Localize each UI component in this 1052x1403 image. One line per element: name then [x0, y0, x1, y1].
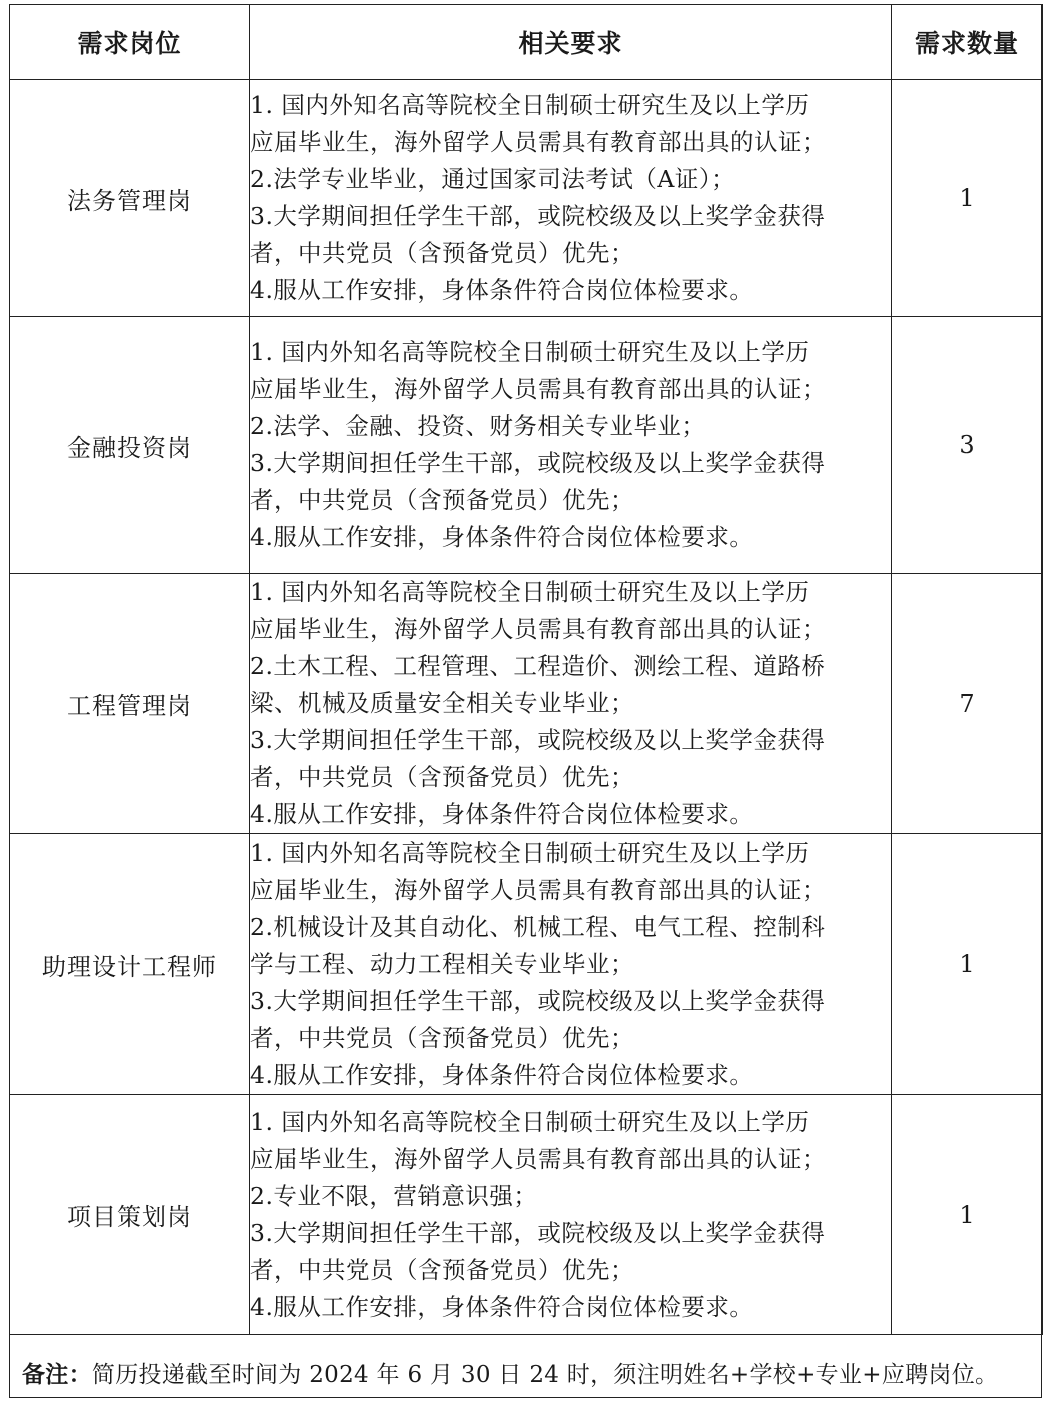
table-row — [10, 834, 1043, 1095]
requirement-line: 1. 国内外知名高等院校全日制硕士研究生及以上学历 — [250, 91, 810, 119]
requirement-line: 3.大学期间担任学生干部，或院校级及以上奖学金获得 — [250, 986, 826, 1015]
requirement-line: 学与工程、动力工程相关专业毕业； — [250, 949, 634, 978]
quantity-cell: 1 — [892, 834, 1043, 1095]
header-position: 需求岗位 — [10, 5, 250, 80]
requirement-line: 应届毕业生，海外留学人员需具有教育部出具的认证； — [250, 615, 826, 643]
requirement-line: 1. 国内外知名高等院校全日制硕士研究生及以上学历 — [250, 338, 810, 366]
footnote — [22, 1356, 998, 1389]
requirement-line: 4.服从工作安排，身体条件符合岗位体检要求。 — [250, 800, 754, 828]
requirement-line: 3.大学期间担任学生干部，或院校级及以上奖学金获得 — [250, 726, 826, 754]
requirement-line: 应届毕业生，海外留学人员需具有教育部出具的认证； — [250, 375, 826, 403]
requirement-line: 3.大学期间担任学生干部，或院校级及以上奖学金获得 — [250, 1218, 826, 1247]
position-cell: 工程管理岗 — [10, 574, 250, 834]
requirement-line: 2.法学专业毕业，通过国家司法考试（A证）； — [250, 165, 736, 193]
requirement-line: 1. 国内外知名高等院校全日制硕士研究生及以上学历 — [250, 1107, 810, 1136]
requirement-line: 者，中共党员（含预备党员）优先； — [250, 1023, 634, 1052]
requirement-line: 应届毕业生，海外留学人员需具有教育部出具的认证； — [250, 875, 826, 904]
header-quantity: 需求数量 — [892, 5, 1043, 80]
requirements-cell — [250, 834, 892, 1095]
requirement-line: 4.服从工作安排，身体条件符合岗位体检要求。 — [250, 523, 754, 551]
position-cell: 项目策划岗 — [10, 1095, 250, 1335]
requirement-line: 4.服从工作安排，身体条件符合岗位体检要求。 — [250, 1292, 754, 1321]
requirement-line: 应届毕业生，海外留学人员需具有教育部出具的认证； — [250, 128, 826, 156]
table-row — [10, 80, 1043, 317]
table-row — [10, 1095, 1043, 1335]
requirement-line: 2.土木工程、工程管理、工程造价、测绘工程、道路桥 — [250, 652, 826, 680]
requirement-line: 1. 国内外知名高等院校全日制硕士研究生及以上学历 — [250, 838, 810, 867]
position-cell: 助理设计工程师 — [10, 834, 250, 1095]
requirement-line: 4.服从工作安排，身体条件符合岗位体检要求。 — [250, 276, 754, 304]
table-row — [10, 574, 1043, 834]
footnote-label: 备注： — [22, 1361, 92, 1388]
footnote-text: 简历投递截至时间为 2024 年 6 月 30 日 24 时，须注明姓名+学校+专业+应聘岗位。 — [91, 1362, 999, 1388]
requirement-line: 者，中共党员（含预备党员）优先； — [250, 486, 634, 514]
requirement-line: 2.专业不限，营销意识强； — [250, 1181, 538, 1210]
quantity-cell: 1 — [892, 80, 1043, 317]
job-requirements-table — [9, 4, 1043, 1335]
requirement-line: 者，中共党员（含预备党员）优先； — [250, 239, 634, 267]
quantity-cell: 7 — [892, 574, 1043, 834]
requirements-cell — [250, 1095, 892, 1335]
header-requirements: 相关要求 — [250, 5, 892, 80]
requirement-line: 应届毕业生，海外留学人员需具有教育部出具的认证； — [250, 1144, 826, 1173]
position-cell: 法务管理岗 — [10, 80, 250, 317]
requirement-line: 1. 国内外知名高等院校全日制硕士研究生及以上学历 — [250, 578, 810, 606]
requirement-line: 者，中共党员（含预备党员）优先； — [250, 1255, 634, 1284]
requirement-line: 3.大学期间担任学生干部，或院校级及以上奖学金获得 — [250, 449, 826, 477]
requirement-line: 2.机械设计及其自动化、机械工程、电气工程、控制科 — [250, 912, 826, 941]
requirement-line: 2.法学、金融、投资、财务相关专业毕业； — [250, 412, 706, 440]
quantity-cell: 1 — [892, 1095, 1043, 1335]
requirement-line: 梁、机械及质量安全相关专业毕业； — [250, 689, 634, 717]
requirement-line: 4.服从工作安排，身体条件符合岗位体检要求。 — [250, 1060, 754, 1089]
requirements-cell — [250, 317, 892, 574]
requirement-line: 者，中共党员（含预备党员）优先； — [250, 763, 634, 791]
position-cell: 金融投资岗 — [10, 317, 250, 574]
requirements-cell — [250, 80, 892, 317]
requirements-cell — [250, 574, 892, 834]
table-body — [10, 80, 1043, 1335]
table-row — [10, 317, 1043, 574]
requirement-line: 3.大学期间担任学生干部，或院校级及以上奖学金获得 — [250, 202, 826, 230]
quantity-cell: 3 — [892, 317, 1043, 574]
table-header-row — [10, 5, 1043, 80]
